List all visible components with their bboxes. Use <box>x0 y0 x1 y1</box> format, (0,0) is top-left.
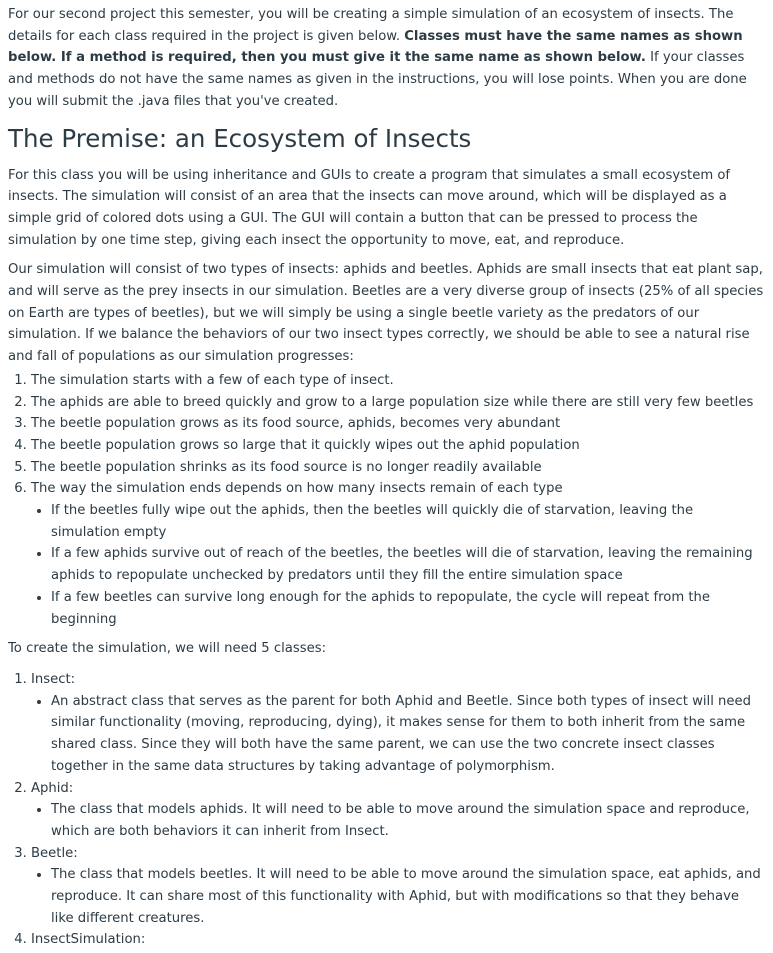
list-item: 3. The beetle population grows as its food source, aphids, becomes very abundant <box>31 413 764 435</box>
class-description-list <box>31 691 764 778</box>
intro-bold-requirement: Classes must have the same names as shown below. If a method is required, then you must give it the same name as shown below. <box>8 28 743 66</box>
intro-paragraph <box>8 4 764 113</box>
list-item: • If the beetles fully wipe out the aphids, then the beetles will quickly die of starvation, leaving the simulation empty <box>51 500 764 543</box>
simulation-endings-list <box>31 500 764 630</box>
insect-types-paragraph: Our simulation will consist of two types of insects: aphids and beetles. Aphids are small insects that eat plant sap, and will serve as the prey insects in our simulation. Beetles are a very diverse group of insects (25% of all species on Earth are types of beetles), but we will simply be using a single beetle variety as the predators of our simulation. If we balance the behaviors of our two insect types correctly, we should be able to see a natural rise and fall of populations as our simulation progresses: <box>8 262 764 365</box>
list-item: 5. The beetle population shrinks as its food source is no longer readily available <box>31 457 764 479</box>
simulation-steps-list <box>8 370 764 630</box>
list-item: • If a few aphids survive out of reach of the beetles, the beetles will die of starvation, leaving the remaining aphids to repopulate unchecked by predators until they fill the entire simulation space <box>51 543 764 586</box>
list-item <box>31 478 764 630</box>
section-heading: The Premise: an Ecosystem of Insects <box>8 123 472 153</box>
list-item: 1. The simulation starts with a few of each type of insect. <box>31 370 764 392</box>
class-name: Aphid: <box>31 780 74 796</box>
class-name: InsectSimulation: <box>31 932 146 948</box>
class-name: Insect: <box>31 671 76 687</box>
class-description-list <box>31 864 764 929</box>
classes-intro: To create the simulation, we will need 5 classes: <box>8 641 327 657</box>
class-description: • The class that models beetles. It will need to be able to move around the simulation space, eat aphids, and reproduce. It can share most of this functionality with Aphid, but with modifications so that they behave like different creatures. <box>51 864 764 929</box>
class-description: • The class that models aphids. It will need to be able to move around the simulation space and reproduce, which are both behaviors it can inherit from Insect. <box>51 799 764 842</box>
list-item: 4. The beetle population grows so large that it quickly wipes out the aphid population <box>31 435 764 457</box>
intro-text-1: For our second project this semester, you will be creating a simple simulation of an ecosystem of insects. The details for each class required in the project is given below. <box>8 7 734 44</box>
class-description-list <box>31 799 764 842</box>
list-item: • If a few beetles can survive long enough for the aphids to repopulate, the cycle will repeat from the beginning <box>51 587 764 630</box>
class-description: • An abstract class that serves as the parent for both Aphid and Beetle. Since both types of insect will need similar functionality (moving, reproducing, dying), it makes sense for them to both inherit from the same shared class. Since they will both have the same parent, we can use the two concrete insect classes together in the same data structures by taking advantage of polymorphism. <box>51 691 764 778</box>
simulation-overview-paragraph: For this class you will be using inheritance and GUIs to create a program that simulates a small ecosystem of insects. The simulation will consist of an area that the insects can move around, which will be displayed as a simple grid of colored dots using a GUI. The GUI will contain a button that can be pressed to process the simulation by one time step, giving each insect the opportunity to move, eat, and reproduce. <box>8 167 731 248</box>
class-item-insect-simulation <box>31 929 764 951</box>
class-item-beetle <box>31 843 764 930</box>
intro-text-2: If your classes and methods do not have the same names as given in the instructions, you will lose points. When you are done you will submit the .java files that you've created. <box>8 50 747 109</box>
class-item-aphid <box>31 778 764 843</box>
assignment-page <box>0 4 773 951</box>
list-item-text: The way the simulation ends depends on how many insects remain of each type <box>31 481 563 497</box>
list-item: 2. The aphids are able to breed quickly and grow to a large population size while there are still very few beetles <box>31 392 764 414</box>
classes-list <box>8 669 764 951</box>
class-name: Beetle: <box>31 845 78 861</box>
class-item-insect <box>31 669 764 778</box>
